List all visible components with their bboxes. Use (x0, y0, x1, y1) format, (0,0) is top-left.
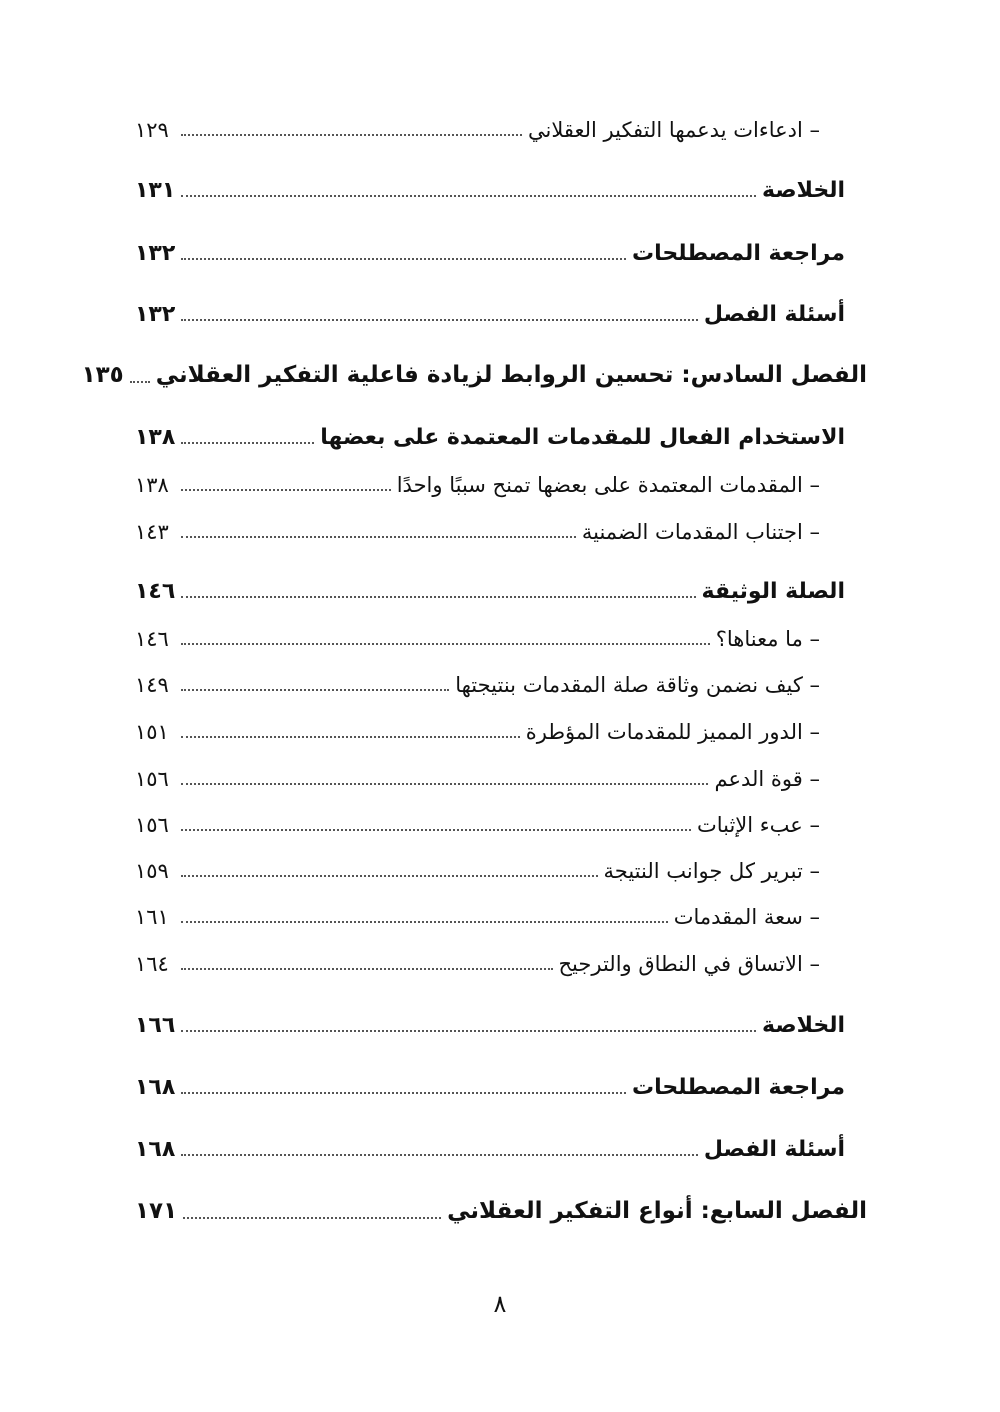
toc-entry-title: أسئلة الفصل (703, 301, 845, 327)
toc-entry-page: ١٦١ (135, 904, 169, 929)
toc-entry-page: ١٥٦ (135, 812, 169, 837)
toc-entry[interactable] (135, 892, 820, 932)
toc-entry[interactable] (135, 1125, 845, 1165)
toc-entry[interactable] (135, 105, 820, 145)
toc-entry[interactable] (135, 939, 820, 979)
toc-entry[interactable] (135, 567, 845, 607)
dot-leader (181, 596, 695, 598)
toc-entry[interactable] (135, 1063, 845, 1103)
toc-chapter-entry[interactable] (135, 1188, 867, 1228)
toc-entry[interactable] (135, 660, 820, 700)
toc-entry-title: مراجعة المصطلحات (632, 240, 845, 266)
dot-leader (181, 643, 710, 645)
dot-leader (181, 875, 598, 877)
toc-entry-title: الخلاصة (762, 177, 845, 203)
toc-entry-title: – ما معناها؟ (715, 626, 820, 651)
dot-leader (181, 442, 314, 444)
dot-leader (181, 921, 668, 923)
toc-entry-title: أسئلة الفصل (703, 1136, 845, 1162)
toc-entry-page: ١٦٤ (135, 951, 169, 976)
toc-entry-title: – عبء الإثبات (696, 812, 820, 837)
toc-entry[interactable] (135, 614, 820, 654)
toc-entry-page: ١٥٦ (135, 766, 169, 791)
dot-leader (181, 783, 708, 785)
toc-entry-title: – قوة الدعم (714, 766, 820, 791)
toc-entry-page: ١٣١ (135, 177, 176, 203)
toc-entry-page: ١٣٨ (135, 424, 176, 450)
toc-entry-title: – ادعاءات يدعمها التفكير العقلاني (528, 117, 820, 142)
dot-leader (181, 195, 756, 197)
toc-entry[interactable] (135, 460, 820, 500)
toc-entry-page: ١٧١ (135, 1198, 178, 1225)
dot-leader (181, 736, 520, 738)
toc-entry-title: – الدور المميز للمقدمات المؤطرة (525, 719, 820, 744)
toc-entry[interactable] (135, 754, 820, 794)
toc-entry-page: ١٤٩ (135, 672, 169, 697)
toc-entry[interactable] (135, 707, 820, 747)
toc-entry[interactable] (135, 290, 845, 330)
dot-leader (181, 1030, 756, 1032)
toc-entry-page: ١٤٣ (135, 519, 169, 544)
toc-entry-title: الفصل السابع: أنواع التفكير العقلاني (447, 1198, 867, 1225)
toc-entry[interactable] (135, 229, 845, 269)
toc-entry-title: – تبرير كل جوانب النتيجة (603, 858, 820, 883)
dot-leader (181, 536, 576, 538)
toc-entry-title: – المقدمات المعتمدة على بعضها تمنح سببًا واحدًا (396, 472, 820, 497)
dot-leader (181, 829, 691, 831)
toc-entry[interactable] (135, 507, 820, 547)
toc-entry-page: ١٤٦ (135, 578, 176, 604)
toc-entry-title: الاستخدام الفعال للمقدمات المعتمدة على بعضها (320, 424, 845, 450)
toc-entry[interactable] (135, 166, 845, 206)
dot-leader (181, 689, 449, 691)
dot-leader (181, 134, 522, 136)
toc-entry-title: – اجتناب المقدمات الضمنية (581, 519, 820, 544)
toc-entry-page: ١٤٦ (135, 626, 169, 651)
dot-leader (130, 381, 150, 383)
toc-entry-title: – الاتساق في النطاق والترجيح (558, 951, 820, 976)
toc-entry-title: مراجعة المصطلحات (632, 1074, 845, 1100)
toc-entry-page: ١٦٨ (135, 1136, 176, 1162)
page-number: ٨ (493, 1290, 507, 1318)
toc-entry-title: الخلاصة (762, 1012, 845, 1038)
dot-leader (183, 1217, 441, 1219)
toc-chapter-entry[interactable] (81, 352, 867, 392)
toc-entry[interactable] (135, 1001, 845, 1041)
toc-entry-title: الفصل السادس: تحسين الروابط لزيادة فاعلية التفكير العقلاني (155, 362, 867, 389)
dot-leader (181, 319, 698, 321)
toc-entry[interactable] (135, 413, 845, 453)
toc-entry-page: ١٣٢ (135, 240, 176, 266)
dot-leader (181, 968, 553, 970)
toc-entry-page: ١٣٢ (135, 301, 176, 327)
dot-leader (181, 258, 626, 260)
toc-entry-title: – كيف نضمن وثاقة صلة المقدمات بنتيجتها (455, 672, 820, 697)
toc-entry[interactable] (135, 846, 820, 886)
toc-entry-title: – سعة المقدمات (673, 904, 820, 929)
toc-entry-page: ١٣٥ (81, 362, 124, 389)
toc-entry-page: ١٦٨ (135, 1074, 176, 1100)
toc-entry-page: ١٥١ (135, 719, 169, 744)
toc-entry-title: الصلة الوثيقة (701, 578, 845, 604)
toc-entry-page: ١٥٩ (135, 858, 169, 883)
dot-leader (181, 1154, 698, 1156)
toc-entry[interactable] (135, 800, 820, 840)
dot-leader (181, 1092, 626, 1094)
toc-entry-page: ١٦٦ (135, 1012, 176, 1038)
toc-entry-page: ١٢٩ (135, 117, 169, 142)
toc-entry-page: ١٣٨ (135, 472, 169, 497)
dot-leader (181, 489, 391, 491)
